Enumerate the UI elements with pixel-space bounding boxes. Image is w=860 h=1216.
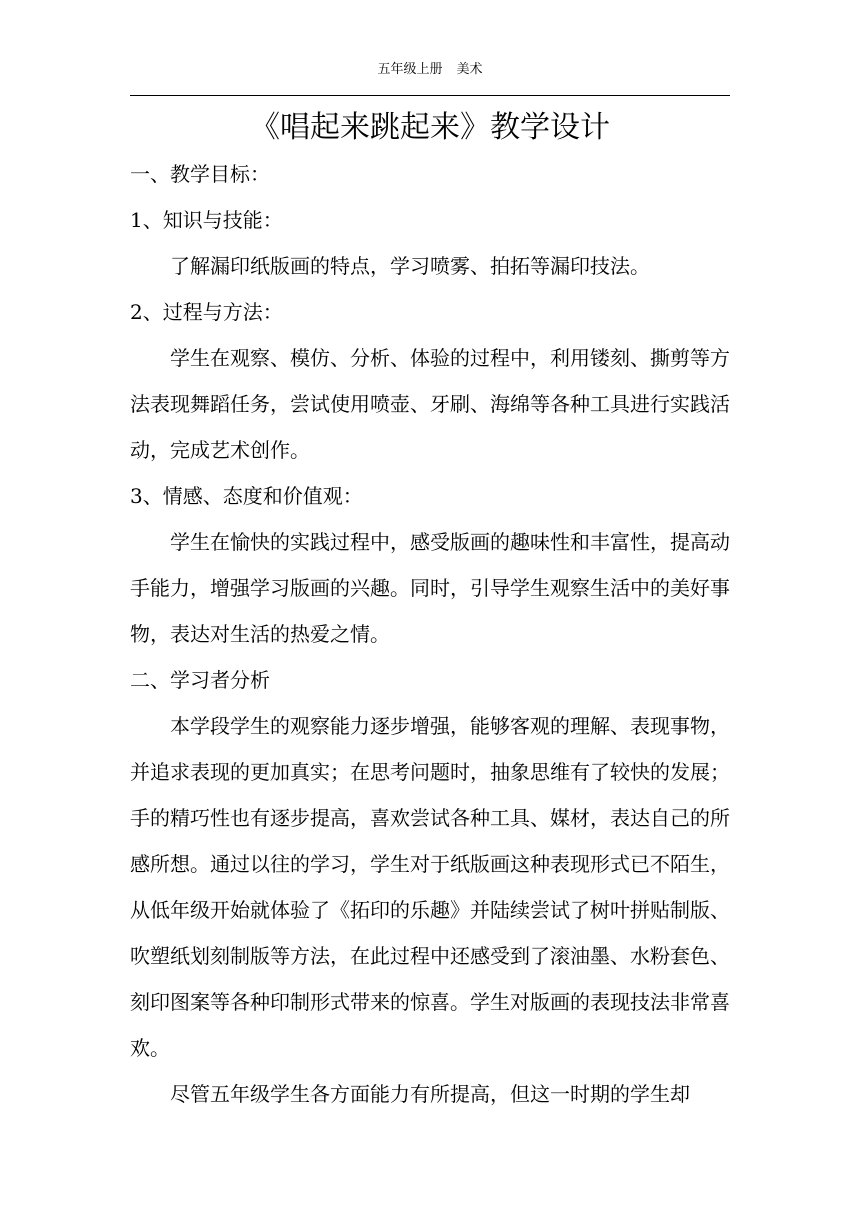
section-heading-learner-analysis: 二、学习者分析 <box>130 668 270 692</box>
page-header <box>130 60 730 80</box>
paragraph-process-methods: 学生在观察、模仿、分析、体验的过程中，利用镂刻、撕剪等方法表现舞蹈任务，尝试使用喷壶、牙刷、海绵等各种工具进行实践活动，完成艺术创作。 <box>130 346 730 462</box>
document-title: 《唱起来跳起来》教学设计 <box>250 110 610 145</box>
section-heading-objectives: 一、教学目标： <box>130 162 270 186</box>
header-divider <box>130 95 730 96</box>
header-subject: 美术 <box>456 62 483 77</box>
subheading-process-methods: 2、过程与方法： <box>130 300 283 324</box>
subheading-emotion-values: 3、情感、态度和价值观： <box>130 484 363 508</box>
paragraph-emotion-values: 学生在愉快的实践过程中，感受版画的趣味性和丰富性，提高动手能力，增强学习版画的兴趣。同时，引导学生观察生活中的美好事物，表达对生活的热爱之情。 <box>130 530 730 646</box>
header-grade: 五年级上册 <box>377 62 443 77</box>
subheading-knowledge-skills: 1、知识与技能： <box>130 208 283 232</box>
paragraph-learner-analysis-2: 尽管五年级学生各方面能力有所提高，但这一时期的学生却 <box>170 1082 690 1106</box>
paragraph-knowledge-skills: 了解漏印纸版画的特点，学习喷雾、拍拓等漏印技法。 <box>170 254 650 278</box>
paragraph-learner-analysis-1: 本学段学生的观察能力逐步增强，能够客观的理解、表现事物，并追求表现的更加真实；在思考问题时，抽象思维有了较快的发展；手的精巧性也有逐步提高，喜欢尝试各种工具、媒材，表达自己的所感所想。通过以往的学习，学生对于纸版画这种表现形式已不陌生，从低年级开始就体验了《拓印的乐趣》并陆续尝试了树叶拼贴制版、吹塑纸划刻制版等方法，在此过程中还感受到了滚油墨、水粉套色、刻印图案等各种印制形式带来的惊喜。学生对版画的表现技法非常喜欢。 <box>130 714 730 1060</box>
document-body <box>130 151 730 1117</box>
